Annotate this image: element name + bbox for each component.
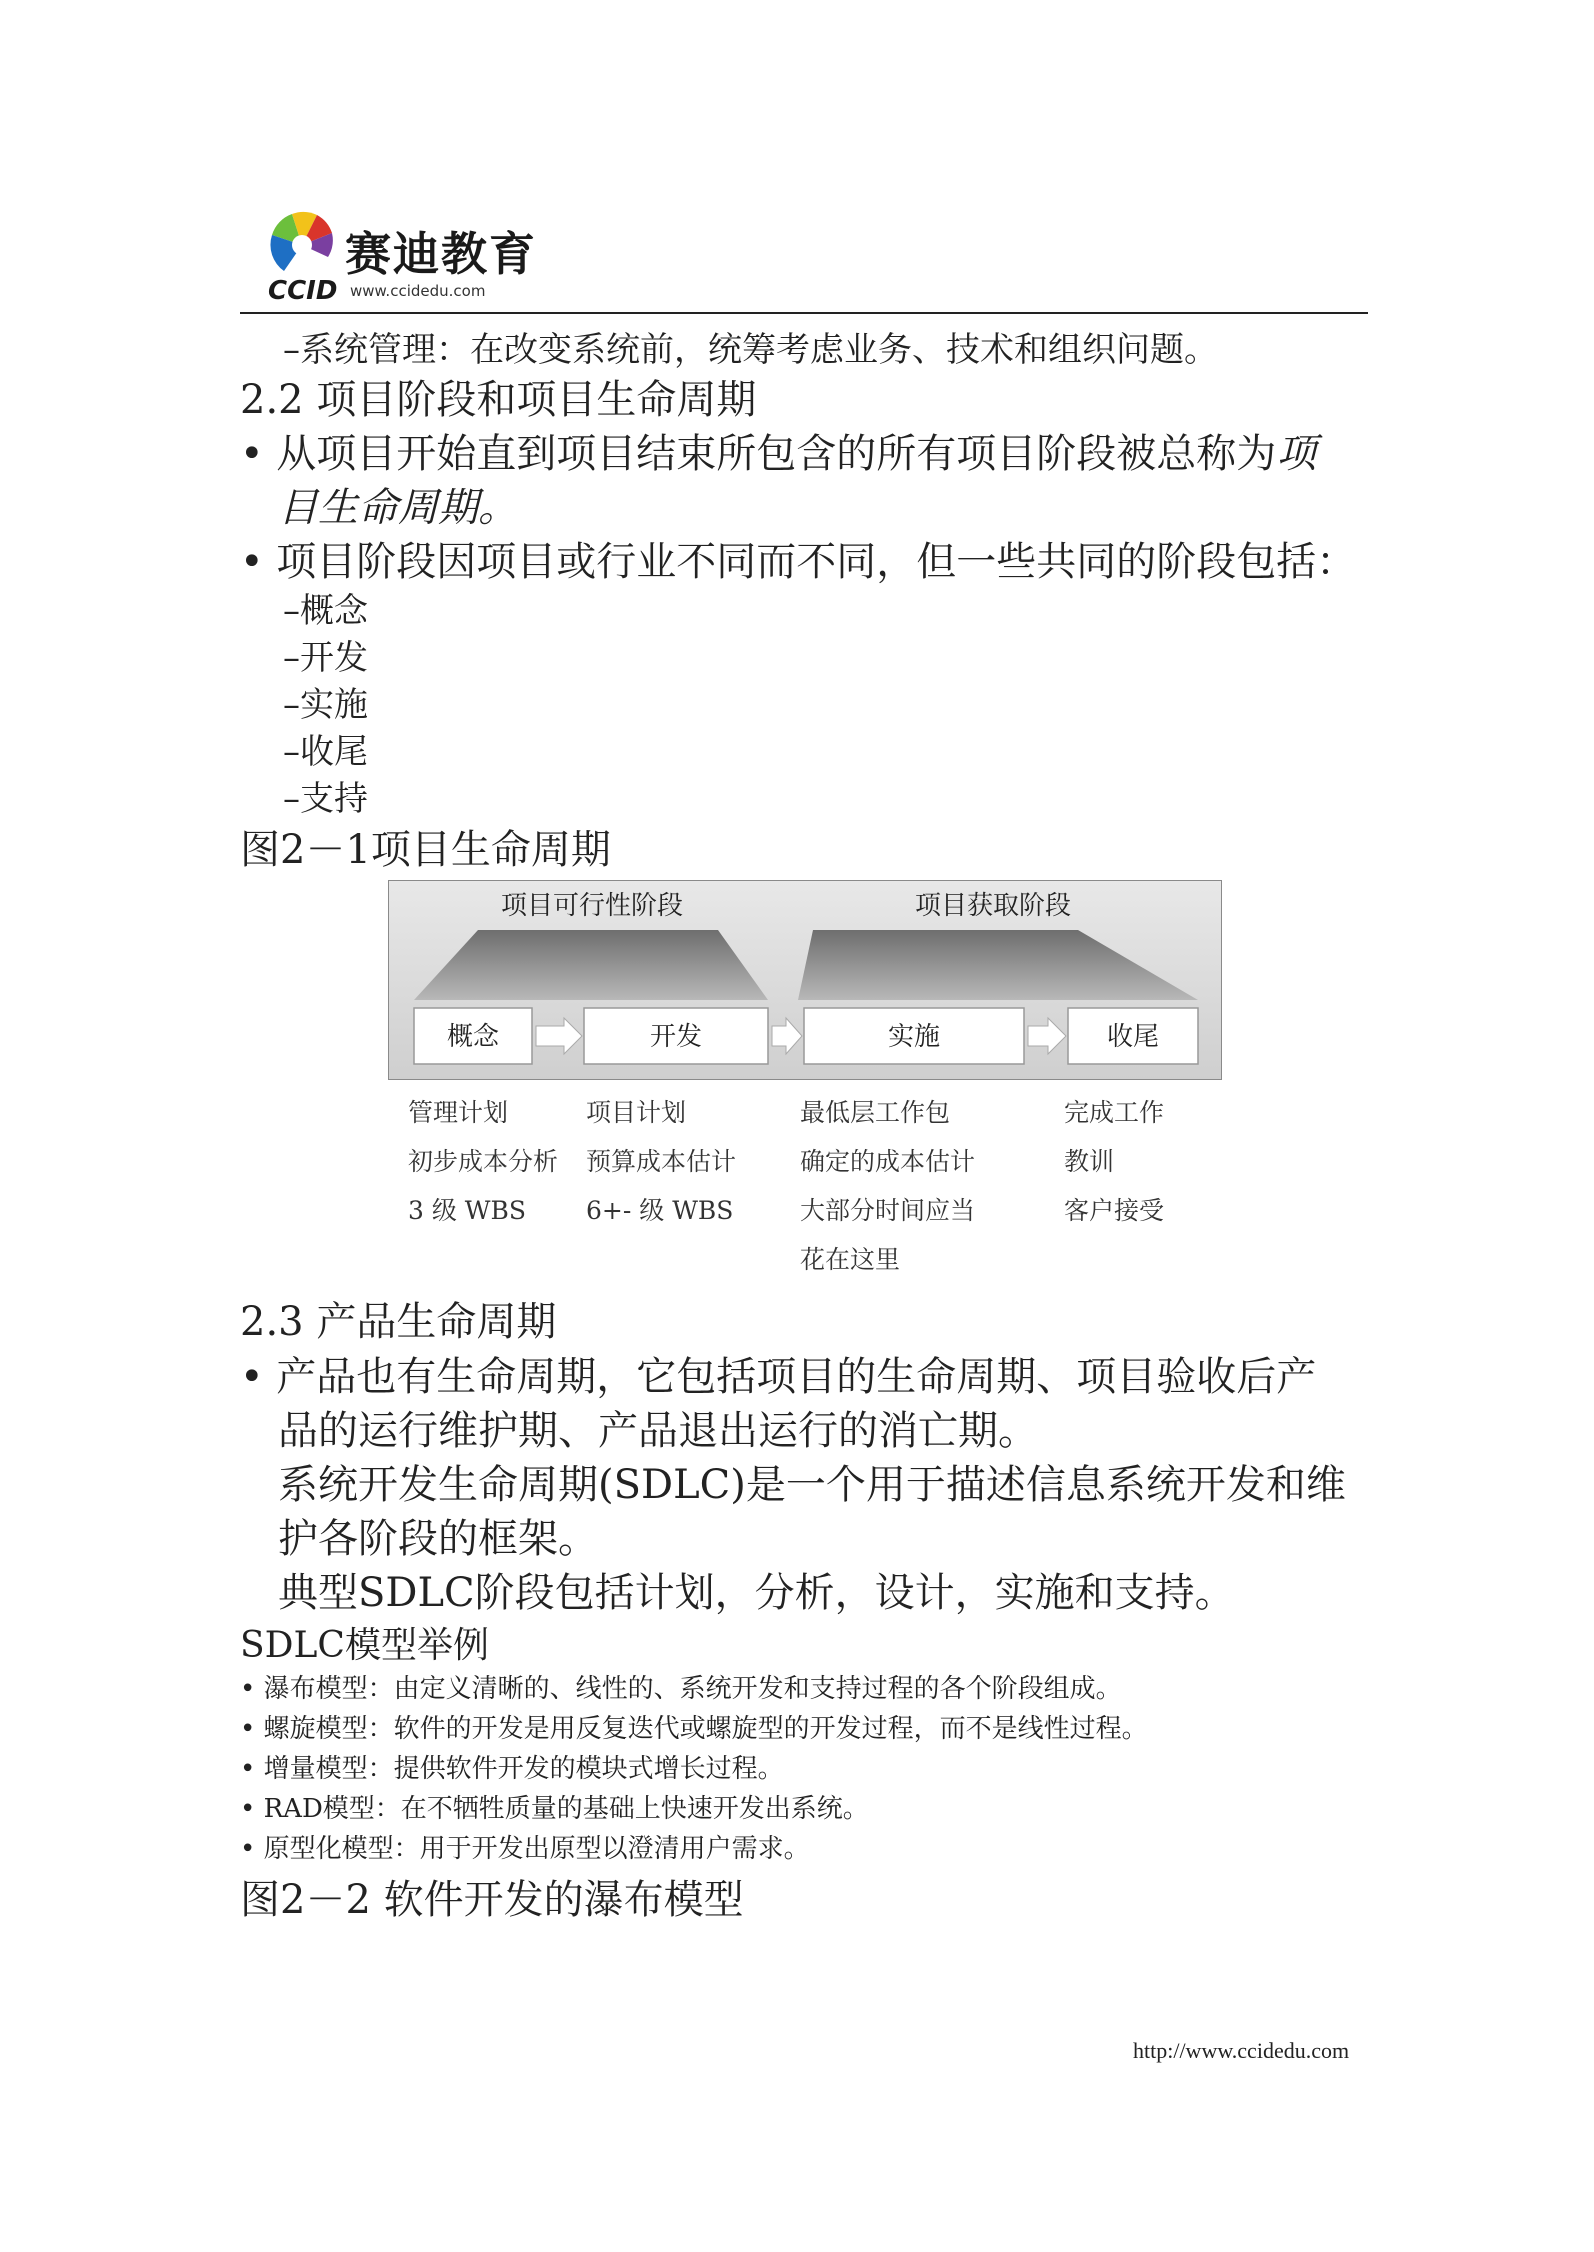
figure-2-1-caption: 图2－1项目生命周期 — [240, 827, 611, 873]
lifecycle-bullet-italic: 项 — [1276, 431, 1317, 477]
phase-item: –开发 — [283, 638, 368, 678]
sdlc-model-item: • 螺旋模型：软件的开发是用反复迭代或螺旋型的开发过程，而不是线性过程。 — [240, 1714, 1148, 1744]
column-item: 项目计划 — [586, 1098, 687, 1127]
product-lifecycle-bullet-line1: • 产品也有生命周期，它包括项目的生命周期、项目验收后产 — [240, 1354, 1317, 1400]
box-label: 收尾 — [1106, 1022, 1160, 1052]
box-label: 实施 — [887, 1022, 941, 1052]
column-concept — [408, 1088, 558, 1235]
lifecycle-diagram — [388, 880, 1222, 1080]
feasibility-label: 项目可行性阶段 — [500, 891, 684, 921]
column-item: 管理计划 — [408, 1098, 509, 1127]
column-item: 最低层工作包 — [800, 1098, 951, 1127]
box-label: 概念 — [446, 1022, 500, 1052]
logo-chinese-text: 赛迪教育 — [345, 227, 537, 281]
logo-english-text: CCID — [268, 276, 338, 306]
product-lifecycle-bullet-line2: 品的运行维护期、产品退出运行的消亡期。 — [278, 1408, 1038, 1454]
column-item: 预算成本估计 — [586, 1147, 737, 1176]
lifecycle-bullet-line1 — [240, 422, 1316, 479]
lifecycle-bullet-line2: 目生命周期。 — [278, 485, 518, 531]
column-item: 客户接受 — [1064, 1196, 1165, 1225]
column-item: 6+- 级 WBS — [586, 1196, 734, 1225]
sdlc-model-item: • 瀑布模型：由定义清晰的、线性的、系统开发和支持过程的各个阶段组成。 — [240, 1674, 1122, 1704]
box-label: 开发 — [649, 1022, 703, 1052]
column-development — [586, 1088, 736, 1235]
phases-bullet: • 项目阶段因项目或行业不同而不同，但一些共同的阶段包括： — [240, 539, 1357, 585]
footer-url: http://www.ccidedu.com — [1133, 2038, 1350, 2063]
column-item: 初步成本分析 — [408, 1147, 559, 1176]
sdlc-paragraph-line2: 护各阶段的框架。 — [278, 1516, 598, 1562]
column-close — [1064, 1088, 1164, 1235]
phase-item: –收尾 — [283, 732, 368, 772]
column-item: 花在这里 — [800, 1245, 901, 1274]
section-2-3-title: 2.3 产品生命周期 — [240, 1299, 557, 1345]
column-item: 完成工作 — [1064, 1098, 1165, 1127]
column-item: 大部分时间应当 — [800, 1196, 976, 1225]
logo-url-text: www.ccidedu.com — [350, 282, 486, 300]
column-item: 教训 — [1064, 1147, 1115, 1176]
sdlc-phases-paragraph: 典型SDLC阶段包括计划，分析，设计，实施和支持。 — [278, 1570, 1235, 1616]
column-item: 3 级 WBS — [408, 1196, 526, 1225]
phase-item: –概念 — [283, 591, 368, 631]
section-2-2-title: 2.2 项目阶段和项目生命周期 — [240, 377, 757, 423]
sdlc-model-item: • 原型化模型：用于开发出原型以澄清用户需求。 — [240, 1834, 810, 1864]
acquisition-label: 项目获取阶段 — [914, 891, 1072, 921]
sdlc-paragraph-line1: 系统开发生命周期(SDLC)是一个用于描述信息系统开发和维 — [278, 1462, 1346, 1508]
sdlc-model-item: • RAD模型：在不牺牲质量的基础上快速开发出系统。 — [240, 1794, 869, 1824]
project-lifecycle-figure — [388, 880, 1222, 1280]
system-management-item: –系统管理：在改变系统前，统筹考虑业务、技术和组织问题。 — [283, 330, 1218, 370]
column-implementation — [800, 1088, 975, 1284]
header-divider — [240, 312, 1368, 314]
lifecycle-bullet-text: • 从项目开始直到项目结束所包含的所有项目阶段被总称为 — [240, 431, 1277, 477]
phase-item: –实施 — [283, 685, 368, 725]
sdlc-models-title: SDLC模型举例 — [240, 1625, 489, 1666]
column-item: 确定的成本估计 — [800, 1147, 976, 1176]
figure-2-2-caption: 图2－2 软件开发的瀑布模型 — [240, 1877, 744, 1923]
phase-item: –支持 — [283, 779, 368, 819]
logo-icon — [262, 205, 342, 285]
sdlc-model-item: • 增量模型：提供软件开发的模块式增长过程。 — [240, 1754, 784, 1784]
